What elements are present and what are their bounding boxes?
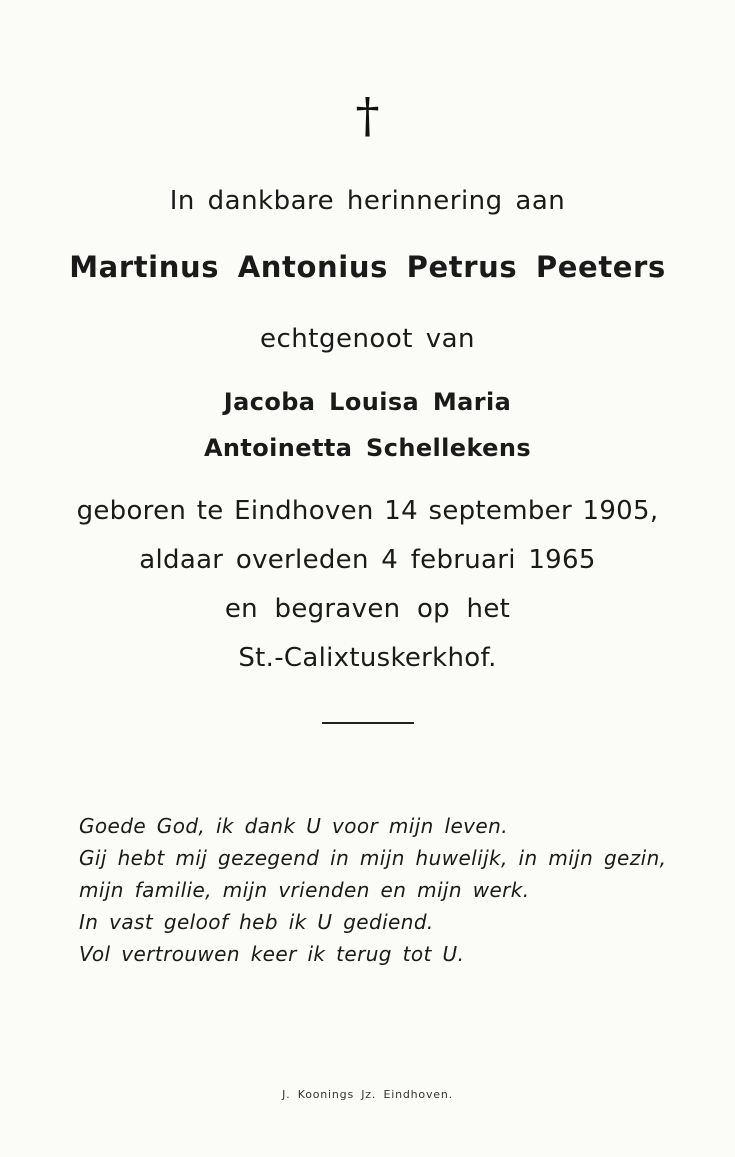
spouse-name-line-1: Jacoba Louisa Maria — [223, 388, 512, 416]
deceased-name: Martinus Antonius Petrus Peeters — [69, 250, 666, 284]
prayer-line: Gij hebt mij gezegend in mijn huwelijk, in mijn gezin, — [79, 846, 667, 870]
birth-text: geboren te Eindhoven 14 september 1905, — [76, 496, 659, 526]
prayer-line: mijn familie, mijn vrienden en mijn werk. — [79, 878, 530, 902]
spouse-intro-text: echtgenoot van — [259, 324, 475, 354]
prayer-line: In vast geloof heb ik U gediend. — [79, 910, 434, 934]
spouse-name-line-2: Antoinetta Schellekens — [203, 434, 532, 462]
intro-text: In dankbare herinnering aan — [169, 186, 566, 216]
cemetery-name: St.-Calixtuskerkhof. — [238, 643, 497, 673]
burial-text: en begraven op het — [224, 594, 511, 624]
death-text: aldaar overleden 4 februari 1965 — [139, 545, 596, 575]
divider-line — [322, 722, 414, 724]
cross-icon: † — [355, 88, 380, 144]
prayer-line: Goede God, ik dank U voor mijn leven. — [79, 814, 508, 838]
prayer-block — [79, 810, 699, 970]
prayer-line: Vol vertrouwen keer ik terug tot U. — [79, 942, 465, 966]
printer-imprint: J. Koonings Jz. Eindhoven. — [282, 1088, 453, 1101]
